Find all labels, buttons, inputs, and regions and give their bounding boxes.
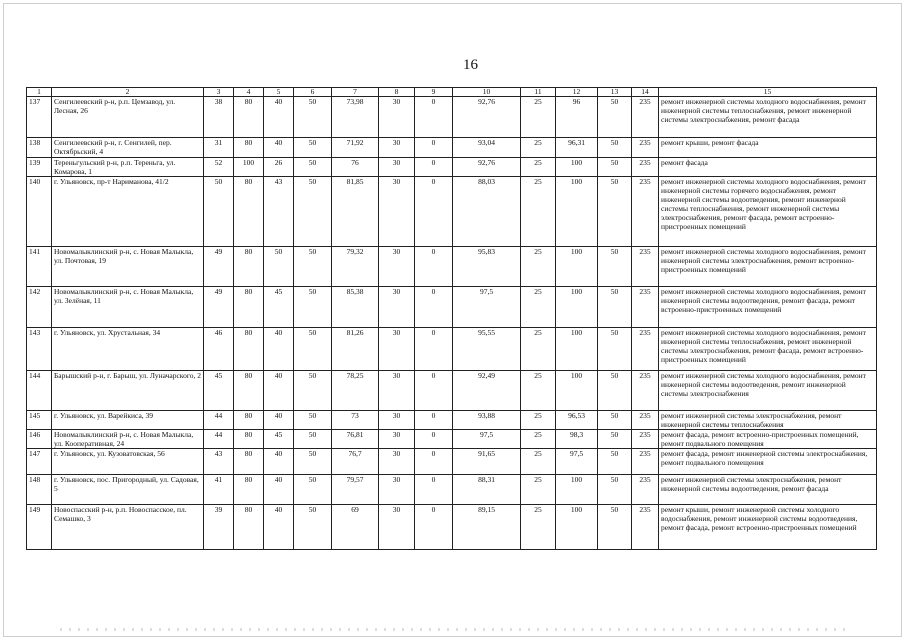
column-header: 14 xyxy=(632,88,659,97)
value-cell: 50 xyxy=(598,449,632,475)
value-cell: 40 xyxy=(264,475,294,505)
value-cell: 88,03 xyxy=(453,177,521,247)
column-header: 1 xyxy=(27,88,52,97)
value-cell: 93,88 xyxy=(453,411,521,430)
row-number-cell: 146 xyxy=(27,430,52,449)
value-cell: 88,31 xyxy=(453,475,521,505)
value-cell: 100 xyxy=(556,475,598,505)
value-cell: 40 xyxy=(264,449,294,475)
value-cell: 95,83 xyxy=(453,247,521,287)
value-cell: 50 xyxy=(294,158,332,177)
value-cell: 73 xyxy=(332,411,379,430)
value-cell: 30 xyxy=(379,287,415,328)
value-cell: 100 xyxy=(556,247,598,287)
value-cell: 50 xyxy=(598,287,632,328)
value-cell: 50 xyxy=(294,371,332,411)
value-cell: 80 xyxy=(234,371,264,411)
row-number-cell: 145 xyxy=(27,411,52,430)
value-cell: 50 xyxy=(294,505,332,550)
row-number-cell: 148 xyxy=(27,475,52,505)
value-cell: 50 xyxy=(598,247,632,287)
header-row xyxy=(27,88,877,97)
address-cell: г. Ульяновск, ул. Кузоватовская, 56 xyxy=(52,449,204,475)
value-cell: 46 xyxy=(204,328,234,371)
value-cell: 38 xyxy=(204,97,234,138)
value-cell: 30 xyxy=(379,158,415,177)
value-cell: 71,92 xyxy=(332,138,379,158)
value-cell: 50 xyxy=(294,430,332,449)
column-header: 2 xyxy=(52,88,204,97)
value-cell: 0 xyxy=(415,328,453,371)
works-cell: ремонт фасада xyxy=(659,158,877,177)
value-cell: 43 xyxy=(264,177,294,247)
value-cell: 80 xyxy=(234,505,264,550)
value-cell: 73,98 xyxy=(332,97,379,138)
value-cell: 235 xyxy=(632,430,659,449)
value-cell: 95,55 xyxy=(453,328,521,371)
value-cell: 30 xyxy=(379,97,415,138)
value-cell: 100 xyxy=(556,177,598,247)
column-header: 13 xyxy=(598,88,632,97)
value-cell: 50 xyxy=(598,505,632,550)
value-cell: 39 xyxy=(204,505,234,550)
value-cell: 50 xyxy=(294,328,332,371)
column-header: 6 xyxy=(294,88,332,97)
row-number-cell: 140 xyxy=(27,177,52,247)
table-row xyxy=(27,138,877,158)
value-cell: 235 xyxy=(632,97,659,138)
column-header: 8 xyxy=(379,88,415,97)
value-cell: 50 xyxy=(294,475,332,505)
column-header: 7 xyxy=(332,88,379,97)
value-cell: 96 xyxy=(556,97,598,138)
column-header: 5 xyxy=(264,88,294,97)
value-cell: 50 xyxy=(598,411,632,430)
value-cell: 80 xyxy=(234,287,264,328)
value-cell: 40 xyxy=(264,138,294,158)
works-cell: ремонт инженерной системы электроснабжения, ремонт инженерной системы теплоснабжения xyxy=(659,411,877,430)
address-cell: Новомалыклинский р-н, с. Новая Малыкла, ул. Кооперативная, 24 xyxy=(52,430,204,449)
table-row xyxy=(27,430,877,449)
value-cell: 43 xyxy=(204,449,234,475)
table-row xyxy=(27,411,877,430)
value-cell: 80 xyxy=(234,475,264,505)
value-cell: 31 xyxy=(204,138,234,158)
table-row xyxy=(27,328,877,371)
value-cell: 50 xyxy=(598,138,632,158)
value-cell: 80 xyxy=(234,328,264,371)
address-cell: Новомалыклинский р-н, с. Новая Малыкла, ул. Почтовая, 19 xyxy=(52,247,204,287)
value-cell: 81,85 xyxy=(332,177,379,247)
value-cell: 100 xyxy=(556,158,598,177)
value-cell: 96,53 xyxy=(556,411,598,430)
column-header: 15 xyxy=(659,88,877,97)
value-cell: 30 xyxy=(379,328,415,371)
value-cell: 100 xyxy=(556,287,598,328)
table-row xyxy=(27,449,877,475)
value-cell: 41 xyxy=(204,475,234,505)
row-number-cell: 142 xyxy=(27,287,52,328)
value-cell: 80 xyxy=(234,138,264,158)
value-cell: 76,7 xyxy=(332,449,379,475)
value-cell: 30 xyxy=(379,475,415,505)
value-cell: 25 xyxy=(521,247,556,287)
address-cell: г. Ульяновск, пр-т Нариманова, 41/2 xyxy=(52,177,204,247)
value-cell: 97,5 xyxy=(453,287,521,328)
row-number-cell: 137 xyxy=(27,97,52,138)
value-cell: 0 xyxy=(415,430,453,449)
value-cell: 49 xyxy=(204,287,234,328)
value-cell: 50 xyxy=(294,97,332,138)
works-cell: ремонт фасада, ремонт инженерной системы электроснабжения, ремонт подвального помещения xyxy=(659,449,877,475)
value-cell: 45 xyxy=(264,430,294,449)
value-cell: 49 xyxy=(204,247,234,287)
value-cell: 235 xyxy=(632,505,659,550)
value-cell: 98,3 xyxy=(556,430,598,449)
value-cell: 235 xyxy=(632,449,659,475)
column-header: 10 xyxy=(453,88,521,97)
value-cell: 25 xyxy=(521,430,556,449)
value-cell: 100 xyxy=(234,158,264,177)
value-cell: 235 xyxy=(632,158,659,177)
value-cell: 92,49 xyxy=(453,371,521,411)
value-cell: 25 xyxy=(521,475,556,505)
value-cell: 25 xyxy=(521,371,556,411)
value-cell: 50 xyxy=(294,287,332,328)
value-cell: 50 xyxy=(294,411,332,430)
value-cell: 79,57 xyxy=(332,475,379,505)
value-cell: 0 xyxy=(415,97,453,138)
value-cell: 30 xyxy=(379,138,415,158)
value-cell: 69 xyxy=(332,505,379,550)
value-cell: 0 xyxy=(415,411,453,430)
value-cell: 235 xyxy=(632,475,659,505)
value-cell: 45 xyxy=(204,371,234,411)
value-cell: 97,5 xyxy=(453,430,521,449)
value-cell: 50 xyxy=(598,158,632,177)
value-cell: 235 xyxy=(632,371,659,411)
value-cell: 78,25 xyxy=(332,371,379,411)
table-row xyxy=(27,371,877,411)
value-cell: 25 xyxy=(521,449,556,475)
value-cell: 80 xyxy=(234,411,264,430)
address-cell: Сенгилеевский р-н, р.п. Цемзавод, ул. Лесная, 26 xyxy=(52,97,204,138)
value-cell: 0 xyxy=(415,138,453,158)
value-cell: 25 xyxy=(521,287,556,328)
value-cell: 80 xyxy=(234,247,264,287)
value-cell: 25 xyxy=(521,97,556,138)
value-cell: 80 xyxy=(234,97,264,138)
value-cell: 0 xyxy=(415,449,453,475)
table-row xyxy=(27,177,877,247)
value-cell: 93,04 xyxy=(453,138,521,158)
row-number-cell: 149 xyxy=(27,505,52,550)
value-cell: 235 xyxy=(632,138,659,158)
address-cell: Новоспасский р-н, р.п. Новоспасское, пл. Семашко, 3 xyxy=(52,505,204,550)
value-cell: 30 xyxy=(379,247,415,287)
row-number-cell: 141 xyxy=(27,247,52,287)
row-number-cell: 139 xyxy=(27,158,52,177)
value-cell: 40 xyxy=(264,505,294,550)
works-cell: ремонт инженерной системы холодного водоснабжения, ремонт инженерной системы теплоснабжения, ремонт инженерной системы электроснабжения, ремонт фасада, ремонт встроенно-пристроенных помещений xyxy=(659,328,877,371)
address-cell: Сенгилеевский р-н, г. Сенгилей, пер. Октябрьский, 4 xyxy=(52,138,204,158)
value-cell: 30 xyxy=(379,430,415,449)
works-cell: ремонт инженерной системы холодного водоснабжения, ремонт инженерной системы электроснабжения, ремонт встроенно-пристроенных помещений xyxy=(659,247,877,287)
value-cell: 50 xyxy=(294,449,332,475)
value-cell: 25 xyxy=(521,411,556,430)
page-number: 16 xyxy=(463,57,478,73)
works-cell: ремонт фасада, ремонт встроенно-пристроенных помещений, ремонт подвального помещения xyxy=(659,430,877,449)
value-cell: 235 xyxy=(632,411,659,430)
table-row xyxy=(27,505,877,550)
value-cell: 25 xyxy=(521,328,556,371)
value-cell: 25 xyxy=(521,138,556,158)
value-cell: 85,38 xyxy=(332,287,379,328)
row-number-cell: 138 xyxy=(27,138,52,158)
value-cell: 81,26 xyxy=(332,328,379,371)
value-cell: 0 xyxy=(415,505,453,550)
value-cell: 40 xyxy=(264,328,294,371)
value-cell: 50 xyxy=(598,177,632,247)
value-cell: 50 xyxy=(204,177,234,247)
value-cell: 44 xyxy=(204,430,234,449)
value-cell: 92,76 xyxy=(453,97,521,138)
table-row xyxy=(27,97,877,138)
scan-artifact xyxy=(60,628,850,631)
table-row xyxy=(27,247,877,287)
value-cell: 45 xyxy=(264,287,294,328)
value-cell: 52 xyxy=(204,158,234,177)
works-cell: ремонт крыши, ремонт фасада xyxy=(659,138,877,158)
works-cell: ремонт инженерной системы холодного водоснабжения, ремонт инженерной системы горячего водоснабжения, ремонт инженерной системы водоотведения, ремонт инженерной системы теплоснабжения, ремонт инженерной системы электроснабжения, ремонт фасада, ремонт встроенно-пристроенных помещений xyxy=(659,177,877,247)
value-cell: 25 xyxy=(521,158,556,177)
column-header: 12 xyxy=(556,88,598,97)
value-cell: 30 xyxy=(379,505,415,550)
value-cell: 76 xyxy=(332,158,379,177)
value-cell: 30 xyxy=(379,449,415,475)
row-number-cell: 144 xyxy=(27,371,52,411)
address-cell: г. Ульяновск, пос. Пригородный, ул. Садовая, 5 xyxy=(52,475,204,505)
value-cell: 0 xyxy=(415,158,453,177)
value-cell: 50 xyxy=(598,430,632,449)
value-cell: 30 xyxy=(379,411,415,430)
value-cell: 50 xyxy=(598,328,632,371)
value-cell: 100 xyxy=(556,328,598,371)
value-cell: 100 xyxy=(556,371,598,411)
table-row xyxy=(27,287,877,328)
works-cell: ремонт инженерной системы электроснабжения, ремонт инженерной системы водоотведения, ремонт фасада xyxy=(659,475,877,505)
column-header: 3 xyxy=(204,88,234,97)
value-cell: 80 xyxy=(234,430,264,449)
address-cell: Новомалыклинский р-н, с. Новая Малыкла, ул. Зелёная, 11 xyxy=(52,287,204,328)
value-cell: 50 xyxy=(294,177,332,247)
table-row xyxy=(27,475,877,505)
works-cell: ремонт инженерной системы холодного водоснабжения, ремонт инженерной системы теплоснабжения, ремонт инженерной системы электроснабжения, ремонт фасада xyxy=(659,97,877,138)
value-cell: 26 xyxy=(264,158,294,177)
value-cell: 0 xyxy=(415,287,453,328)
works-cell: ремонт инженерной системы холодного водоснабжения, ремонт инженерной системы водоотведения, ремонт инженерной системы электроснабжения xyxy=(659,371,877,411)
value-cell: 50 xyxy=(598,475,632,505)
value-cell: 97,5 xyxy=(556,449,598,475)
column-header: 9 xyxy=(415,88,453,97)
value-cell: 235 xyxy=(632,177,659,247)
repair-table xyxy=(26,87,877,550)
column-header: 4 xyxy=(234,88,264,97)
works-cell: ремонт крыши, ремонт инженерной системы холодного водоснабжения, ремонт инженерной системы водоотведения, ремонт фасада, ремонт встроенно-пристроенных помещений xyxy=(659,505,877,550)
value-cell: 235 xyxy=(632,328,659,371)
value-cell: 79,32 xyxy=(332,247,379,287)
value-cell: 89,15 xyxy=(453,505,521,550)
value-cell: 92,76 xyxy=(453,158,521,177)
value-cell: 30 xyxy=(379,177,415,247)
value-cell: 80 xyxy=(234,177,264,247)
value-cell: 0 xyxy=(415,371,453,411)
address-cell: Тереньгульский р-н, р.п. Тереньга, ул. Комарова, 1 xyxy=(52,158,204,177)
value-cell: 40 xyxy=(264,97,294,138)
value-cell: 25 xyxy=(521,177,556,247)
value-cell: 0 xyxy=(415,177,453,247)
value-cell: 50 xyxy=(264,247,294,287)
value-cell: 0 xyxy=(415,247,453,287)
address-cell: г. Ульяновск, ул. Варейкиса, 39 xyxy=(52,411,204,430)
value-cell: 25 xyxy=(521,505,556,550)
table-row xyxy=(27,158,877,177)
value-cell: 91,65 xyxy=(453,449,521,475)
value-cell: 50 xyxy=(598,371,632,411)
value-cell: 0 xyxy=(415,475,453,505)
row-number-cell: 143 xyxy=(27,328,52,371)
value-cell: 235 xyxy=(632,287,659,328)
value-cell: 40 xyxy=(264,411,294,430)
row-number-cell: 147 xyxy=(27,449,52,475)
works-cell: ремонт инженерной системы холодного водоснабжения, ремонт инженерной системы водоотведения, ремонт фасада, ремонт встроенно-пристроенных помещений xyxy=(659,287,877,328)
value-cell: 100 xyxy=(556,505,598,550)
value-cell: 30 xyxy=(379,371,415,411)
value-cell: 76,81 xyxy=(332,430,379,449)
value-cell: 44 xyxy=(204,411,234,430)
value-cell: 50 xyxy=(294,247,332,287)
value-cell: 96,31 xyxy=(556,138,598,158)
value-cell: 235 xyxy=(632,247,659,287)
value-cell: 40 xyxy=(264,371,294,411)
address-cell: г. Ульяновск, ул. Хрустальная, 34 xyxy=(52,328,204,371)
address-cell: Барышский р-н, г. Барыш, ул. Луначарского, 2 xyxy=(52,371,204,411)
value-cell: 80 xyxy=(234,449,264,475)
value-cell: 50 xyxy=(294,138,332,158)
column-header: 11 xyxy=(521,88,556,97)
value-cell: 50 xyxy=(598,97,632,138)
